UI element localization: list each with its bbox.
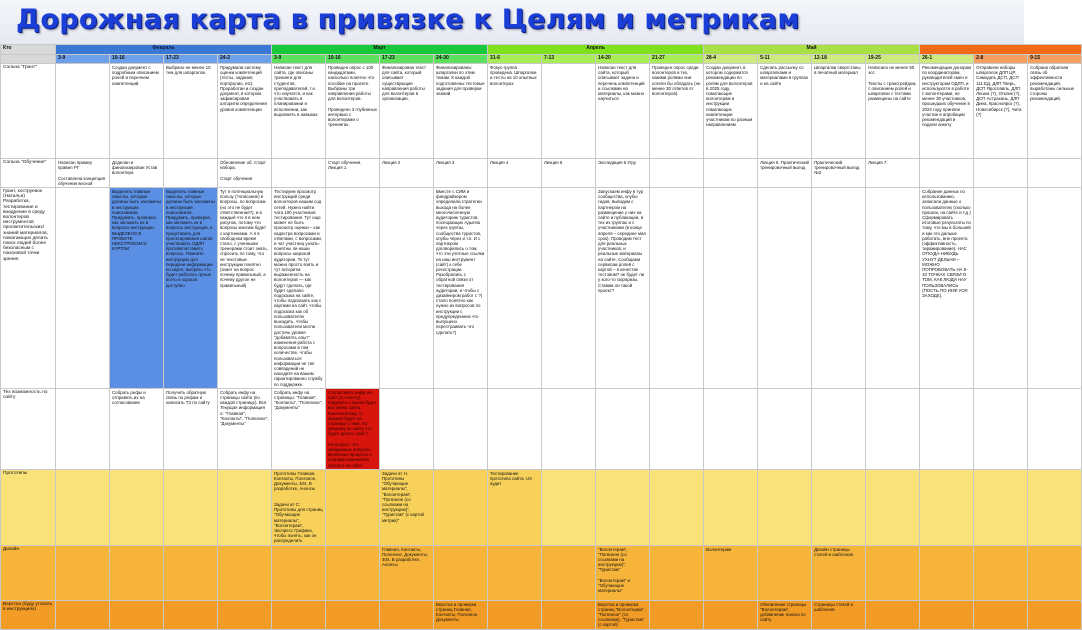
roadmap-cell[interactable]: Шпаргалки свергстаны в печатный материал [812,64,866,159]
roadmap-cell[interactable] [56,600,110,629]
week-cell[interactable]: 10-16 [326,55,380,64]
title-bar [0,0,1024,44]
row-prototypes [1,469,1082,545]
row-layout [1,600,1082,629]
roadmap-cell[interactable] [488,188,542,389]
roadmap-cell[interactable]: Собрать инфу на страницы сайта (по каждой странице). Вся Текущая информация о: "Главная", "Контакты", "Полезное", "Документы" [218,388,272,469]
roadmap-cell[interactable]: Запускаем инфу в тур сообщества, клубы гидов, выводим с партнером на размещение у них на сайте и публикации, в тех их группах и с участниками (в конце апреля – середине мая срок). Проводим тест для реальных участников, и реальные материалы на сайте. Сообщаем сервисам ролей с картой – в качестве тестовом? не будет ли у кого-то сюрпризы. Ставим ли такой проект? [596,188,650,389]
roadmap-cell[interactable] [650,388,704,469]
roadmap-body [1,64,1082,630]
roadmap-cell[interactable] [866,388,920,469]
roadmap-cell[interactable] [164,545,218,600]
roadmap-cell[interactable]: Задачи ат Н. Прототипы "Обучающие материалы", "Волонтерам", "Полезное (со ссылками на инструкцию)", "Туристам" (с картой метрик)" [380,469,434,545]
roadmap-cell[interactable]: Собрать инфу на страницы: "Главная", "Контакты", "Полезное", "Документы" [272,388,326,469]
roadmap-cell[interactable] [488,600,542,629]
roadmap-cell[interactable] [380,600,434,629]
roadmap-cell[interactable] [650,545,704,600]
week-cell[interactable]: 28-4 [704,55,758,64]
roadmap-cell[interactable]: Дизайн страницы статей и шаблонов [812,545,866,600]
row-label[interactable]: Грант, коструевок (Наталья) Разработка, тестирование и внедрение в среду волонтеров инструментов просветительских/знаний материалов, помогающих делать поиск людей более безопасным с поисковой точки зрения [1,188,56,389]
roadmap-cell[interactable] [920,600,974,629]
row-label[interactable]: Верстка (буду утопать в инструкциях) [1,600,56,629]
roadmap-table [0,44,1082,630]
roadmap-cell[interactable]: Вместе с СИМ и фандрайзером определили стратегии выхода на более многочисленную аудиторию туристов, посещающих Адыгею через группы, сообщества туристов, клубы через и т.п. И с партнером договорились о том, что эти учетные ссылки на наш инструмент (сайт) к себе регистрации. Разобрались с обратной связи от тестирования аудитории, и чтобы с дизайнером работ с ?) стало понятно как нужно из вопросов по инструкции с предупредением что выпущено перестраивать что сделать?) [434,188,488,389]
week-cell[interactable]: 2-8 [974,55,1028,64]
month-next[interactable] [920,45,1082,55]
week-cell[interactable]: 10-16 [110,55,164,64]
roadmap-cell[interactable]: Создан документ с подробным описанием ролей и перечнем компетенций. [110,64,164,159]
roadmap-cell[interactable] [920,388,974,469]
roadmap-cell[interactable] [596,388,650,469]
roadmap-cell[interactable] [758,188,812,389]
roadmap-cell[interactable] [56,388,110,469]
week-cell[interactable]: 31-6 [488,55,542,64]
roadmap-cell[interactable]: Сделать рассылку со шпаргалками и материалами в группах и на сайте [758,64,812,159]
roadmap-cell[interactable] [1028,388,1082,469]
roadmap-cell[interactable] [1028,159,1082,188]
roadmap-cell[interactable]: "Волонтерам", "Полезное (со ссылками на инструкцию)", "Туристам" "Волонтерам" и "Обучающие материалы" [596,545,650,600]
roadmap-cell[interactable]: Выделить главные смыслы, которые должны быть заложены в инструкции поисковиков. Придумать, проверка, как заложить их в вопросы инструкции. ВЫДЕЛЕНО В ПРОЕКТЕ НЕКСТРОКОМ И КУРТОИ [110,188,164,389]
roadmap-cell[interactable]: Написан текст для сайта, где описаны тренинги для студентов, преподавателей, т.е. что научатся, и как участвовать в планировании и исполнении, как выровнять в навыках [272,64,326,159]
month-march[interactable]: Март [272,45,488,55]
row-label[interactable]: Дизайн [1,545,56,600]
roadmap-cell[interactable]: Тут я потенциальную пользу (?описание) в вопросы, по вопросам (но это не будет ответственная?), и в каждый что я в нем рисунок, потому что вопросы многим будет с картинками. А я в свободном время стало, с ученными тренерами стоит знать, спросить по тому, что не текстовые инструкции понятно (знает на вопрос почему правильный, а почему другое не правильный) [218,188,272,389]
roadmap-cell[interactable] [704,469,758,545]
row-tech-site [1,388,1082,469]
roadmap-cell[interactable]: Верстка и проверка страниц Главная, Контакты, Полезное, Документы [434,600,488,629]
roadmap-cell[interactable] [434,469,488,545]
month-may[interactable]: Май [704,45,920,55]
roadmap-cell[interactable] [542,545,596,600]
roadmap-cell[interactable] [758,545,812,600]
roadmap-cell[interactable] [974,600,1028,629]
week-cell[interactable]: 21-27 [650,55,704,64]
roadmap-cell[interactable] [812,469,866,545]
roadmap-cell[interactable]: Старт обучения. Лекция 1 [326,159,380,188]
roadmap-cell[interactable] [650,469,704,545]
roadmap-cell[interactable] [164,469,218,545]
roadmap-cell[interactable] [1028,469,1082,545]
roadmap-cell[interactable] [218,600,272,629]
roadmap-cell[interactable]: Написан пример правил РГ Составлена концепция обучения весной [56,159,110,188]
roadmap-cell[interactable] [866,188,920,389]
roadmap-cell[interactable] [542,188,596,389]
row-design [1,545,1082,600]
week-header-row [1,55,1082,64]
roadmap-cell[interactable]: Придумали систему оценки компетенций (тесты, задания, портфолио, etc). Проработан и создан документ, в котором зафиксирован алгоритм определения уровня компетенции [218,64,272,159]
roadmap-cell[interactable] [866,600,920,629]
roadmap-cell[interactable] [1028,188,1082,389]
roadmap-cell[interactable]: Фокус-группа проведена. Шпаргалки и тесты на 10 опытных волонтерах [488,64,542,159]
roadmap-cell[interactable] [866,545,920,600]
roadmap-cell[interactable]: Проведен опрос с 100 кандидатами, насколько понятно что пособие на проекте. Выбраны три направления работы для волонтеров. Проведено 3 глубинных интервью с волонтерами о тренингах. [326,64,380,159]
roadmap-cell[interactable] [704,388,758,469]
roadmap-cell[interactable]: Лекция 6. Практический тренировочный выезд [758,159,812,188]
roadmap-cell[interactable]: Выделить главные смыслы, которые должны быть заложены в инструкции поисковиков. Придумать, проверка, как заложить их в вопросы инструкции, и представить для проектирования шагов участвовать ОДЛП противопоставить вопросы. Помните инструкции для передачи информации по карте, выбрать что будет работать лучше всего и хорошо доступно [164,188,218,389]
roadmap-cell[interactable] [974,159,1028,188]
spreadsheet[interactable] [0,44,1075,628]
roadmap-cell[interactable] [380,388,434,469]
roadmap-cell[interactable]: Лекция 4 [488,159,542,188]
roadmap-cell[interactable]: Финализирован текст для сайта, который описывает существующие направления работы для волонтеров в организации. [380,64,434,159]
month-april[interactable]: Апрель [488,45,704,55]
roadmap-cell[interactable]: Создан документ, в котором содержатся рекомендации по ролям для волонтеров в 2025 году, помогающие волонтерам и инструкции помогающих компетенции участникам по разным направлениям [704,64,758,159]
week-cell[interactable]: 17-23 [164,55,218,64]
roadmap-cell[interactable]: Собрание данных по использованию, записали данные о пользователях (сколько прошли, на сайте и т.д.) Сформировать итоговые результаты по тому, что мы в большей и как это дальше работать, вне проекта (эффективность, тиражирование). НАС ОТКУДА-НИБУДЬ УХНУТ ДЕЛЬНИ – МОЖНО ПОПРОБОВАТЬ НА 5-10 ТОЧКАХ СВЯЗИ О ТОМ, КАК ЛЮДИ НАУ ПОЛЬЗОВАЛИСЬ (ПОСТЬ ПО ИНФ УОЛ ЗАХОДЕ). [920,188,974,389]
roadmap-cell[interactable] [272,159,326,188]
roadmap-cell[interactable] [110,469,164,545]
roadmap-cell[interactable] [56,188,110,389]
roadmap-cell[interactable]: Практический тренировочный выезд №2 [812,159,866,188]
row-label[interactable]: Прототипы [1,469,56,545]
roadmap-cell[interactable] [974,188,1028,389]
week-cell[interactable]: 5-11 [758,55,812,64]
roadmap-cell[interactable] [542,600,596,629]
roadmap-cell[interactable] [110,545,164,600]
roadmap-cell[interactable]: Верстка и проверка страниц "Волонтерам" , "Полезное" (со ссылками), "Туристам" (с картой) [596,600,650,629]
roadmap-cell[interactable] [812,388,866,469]
roadmap-cell[interactable] [650,188,704,389]
roadmap-cell[interactable]: Лекция 2 [380,159,434,188]
roadmap-cell[interactable]: Обновление об. Старт набора. Старт обучения [218,159,272,188]
roadmap-cell[interactable] [704,600,758,629]
roadmap-cell[interactable] [218,469,272,545]
row-solna-obuchenie [1,159,1082,188]
row-solna-grant [1,64,1082,159]
week-cell[interactable]: 3-9 [56,55,110,64]
roadmap-cell[interactable]: Проведен опрос среди волонтеров и тех, какими ролями они хотели бы обладать (не менее 30 ответов от волонтеров). [650,64,704,159]
roadmap-cell[interactable] [164,600,218,629]
roadmap-cell[interactable] [542,388,596,469]
row-label[interactable]: Тех возможность по сайту [1,388,56,469]
roadmap-cell[interactable] [488,388,542,469]
roadmap-cell[interactable]: Лекция 7. [866,159,920,188]
roadmap-cell[interactable] [542,469,596,545]
roadmap-cell[interactable] [164,159,218,188]
roadmap-cell[interactable] [326,545,380,600]
roadmap-cell[interactable] [974,545,1028,600]
roadmap-cell[interactable]: Главная, Контакты, Полезное, Документы, 404, В разработке, Анонсы [380,545,434,600]
week-cell[interactable]: 24-30 [434,55,488,64]
roadmap-cell[interactable] [758,388,812,469]
roadmap-cell[interactable] [434,545,488,600]
roadmap-cell[interactable] [380,188,434,389]
week-cell[interactable]: 9-15 [1028,55,1082,64]
roadmap-cell[interactable] [596,469,650,545]
roadmap-cell[interactable] [812,188,866,389]
corner-cell[interactable]: Кто [1,45,56,55]
roadmap-cell[interactable]: Прототипы Главная, Контакты, Полезное, Документы, 404, В разработке, Анонсы Задачи ат С: Прототипы для страниц "Обучающие материалы", "Волонтерам", Экспресс Графики, чтобы понять, как он распределить [272,469,326,545]
week-cell[interactable]: 14-20 [596,55,650,64]
roadmap-cell[interactable]: Тестирование прототипа сайта. UX аудит [488,469,542,545]
roadmap-cell[interactable] [920,469,974,545]
roadmap-cell[interactable]: Отправили наборы шпаргалок ДЛП ЦР, Самодать ДСП, ДСП 111 ЕД, ДЛП Тверь, ДСП Ярославль, ДЛП Лешка (?), Отклик (?), ДСП Астрахань, ДЛП Дина, Красноярск (?), Новосибирск (?), Чита (?) [974,64,1028,159]
roadmap-cell[interactable] [920,545,974,600]
roadmap-cell[interactable] [974,388,1028,469]
roadmap-cell[interactable] [650,600,704,629]
roadmap-cell[interactable] [704,159,758,188]
roadmap-cell[interactable]: Выбрано не менее 10 тем для шпаргалок. [164,64,218,159]
roadmap-cell[interactable] [1028,600,1082,629]
roadmap-cell[interactable] [326,469,380,545]
roadmap-cell[interactable] [272,545,326,600]
roadmap-cell[interactable] [326,188,380,389]
roadmap-cell[interactable] [326,600,380,629]
roadmap-cell[interactable]: Страницы статей и шаблонов [812,600,866,629]
roadmap-cell[interactable] [542,64,596,159]
roadmap-cell[interactable] [650,159,704,188]
roadmap-cell[interactable]: Экспедиция в Угру [596,159,650,188]
month-header-row [1,45,1082,55]
roadmap-cell[interactable]: Финализированы шпаргалки по этим темам. К каждой подготовлены тестовые задания для проверки знаний [434,64,488,159]
roadmap-cell[interactable] [1028,545,1082,600]
week-corner-cell[interactable] [1,55,56,64]
roadmap-cell[interactable]: Рекомендации донорам по координаторам, руководителей смен и инструкторам ОДЛП, и используются в работе с волонтерами, не менее 30 участников, прошедших обучение в 2024 году приняли участие в апробации рекомендаций и подали анкету [920,64,974,159]
roadmap-cell[interactable] [272,600,326,629]
roadmap-cell[interactable] [434,388,488,469]
roadmap-cell[interactable] [56,469,110,545]
roadmap-cell[interactable]: Лекция 3 [434,159,488,188]
roadmap-cell[interactable]: Волонтерам [704,545,758,600]
week-cell[interactable]: 7-13 [542,55,596,64]
week-cell[interactable]: 24-2 [218,55,272,64]
roadmap-cell[interactable] [110,600,164,629]
row-label[interactable]: Сольна "Грант" [1,64,56,159]
roadmap-cell[interactable]: Получить обратную связь по рефам и написать ТЗ по сайту [164,388,218,469]
page-title: Дорожная карта в привязке к Целям и метрикам [16,4,800,35]
row-grant-instrumenty [1,188,1082,389]
roadmap-cell[interactable]: Доделан и финализирован Устав волонтера [110,159,164,188]
roadmap-cell[interactable] [758,469,812,545]
roadmap-cell[interactable] [56,545,110,600]
roadmap-cell[interactable]: Лекция 5 [542,159,596,188]
roadmap-cell[interactable]: Тестируем просмотр инструкций среди волонтеров нашим сод сетей. Нужно найти чата 100 участников тестирования. Тут еще может не быть просмотр оценки – как кадастра вопросами и ответами, с вопросами, и чат участниц узнать-понятны ли наши вопросы широкой аудитории. Тк тут можно просто взять и тут алгоритм выраженность на волонтеров — как будут сделать, где будет сделано подсказка на сайте, чтобы подсказать как с картами на сайт, чтобы подсказка как об пользователях выходить, чтобы пользователи могли достичь уровня "добавлять опыт" изменения-работа с вопросами в том количестве, чтобы пользоваться информации не тип совпадений не находите на вашем гарантированно службу по поддержке. [272,188,326,389]
roadmap-cell[interactable] [488,545,542,600]
roadmap-cell[interactable] [920,159,974,188]
week-cell[interactable]: 12-18 [812,55,866,64]
roadmap-cell[interactable] [974,469,1028,545]
roadmap-cell[interactable]: Согласовать инфу на сайт (по тексту), подумать о каком будет все меню сайта. Конечный вид. О каждой будет на странице с ним. По каждому из сайту что будет делать сайт с На вопрос: что ожидаемые вопросы - включены процессе с планами изменения проекта на сайте [326,388,380,469]
week-cell[interactable]: 17-23 [380,55,434,64]
roadmap-cell[interactable]: Написано не менее 50 эсс Тексты с трансгрейдом, с описанием ролей и шпаргалки с тестами размещены на сайте [866,64,920,159]
row-label[interactable]: Сольна "Обучение" [1,159,56,188]
roadmap-cell[interactable] [218,545,272,600]
roadmap-cell[interactable]: Написан текст для сайта, который описывает задачи и перечень компетенций и ссылками на материалы, как можно научиться [596,64,650,159]
roadmap-cell[interactable]: Обновление страницы "Волонтерам", добавление поиска по сайту [758,600,812,629]
week-cell[interactable]: 19-25 [866,55,920,64]
roadmap-cell[interactable]: Собрана обратная связь об эффективности рекомендаций, выработаны сильные стороны рекомендаций. [1028,64,1082,159]
roadmap-cell[interactable] [866,469,920,545]
month-february[interactable]: Февраль [56,45,272,55]
roadmap-cell[interactable] [56,64,110,159]
week-cell[interactable]: 26-1 [920,55,974,64]
week-cell[interactable]: 3-9 [272,55,326,64]
roadmap-cell[interactable] [704,188,758,389]
roadmap-cell[interactable]: Собрать рефы и отправить их на согласование [110,388,164,469]
